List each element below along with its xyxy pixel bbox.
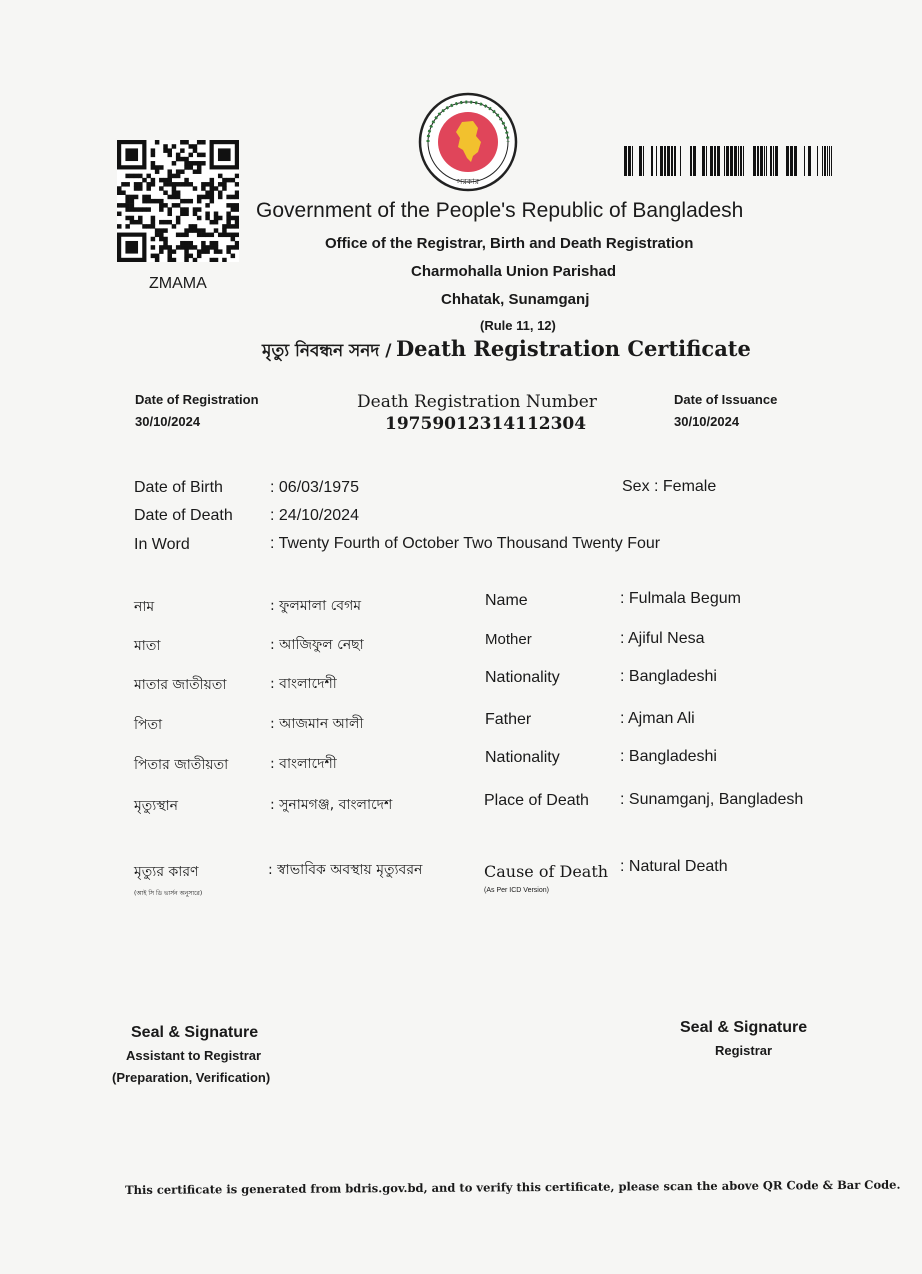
bn-place-of-death-label: মৃত্যুস্থান — [134, 798, 179, 814]
bn-father-value: : আজমান আলী — [270, 716, 364, 732]
en-mother-label: Mother — [485, 631, 532, 648]
office-line: Office of the Registrar, Birth and Death Registration — [325, 235, 694, 252]
barcode-pattern — [624, 146, 834, 176]
bn-mother-label: মাতা — [134, 638, 161, 654]
sex-value: Sex : Female — [622, 478, 717, 495]
bn-mother-nationality-value: : বাংলাদেশী — [270, 676, 337, 692]
right-signature-title: Seal & Signature — [680, 1019, 808, 1036]
bn-father-nationality-value: : বাংলাদেশী — [270, 756, 337, 772]
bn-name-value: : ফুলমালা বেগম — [270, 598, 362, 614]
qr-pattern — [117, 140, 239, 262]
date-of-death-label: Date of Death — [134, 507, 233, 524]
title-bangla: মৃত্যু নিবন্ধন সনদ / — [262, 341, 392, 361]
registration-number-label: Death Registration Number — [357, 392, 597, 412]
en-cause-of-death-value: : Natural Death — [620, 858, 728, 875]
bn-father-nationality-label: পিতার জাতীয়তা — [134, 757, 229, 773]
footer-verification-note: This certificate is generated from bdris.gov.bd, and to verify this certificate, please scan the above QR Code & Bar Code. — [125, 1177, 901, 1197]
left-signature-note: (Preparation, Verification) — [112, 1070, 271, 1085]
en-father-nationality-value: : Bangladeshi — [620, 748, 717, 765]
en-mother-nationality-label: Nationality — [485, 669, 560, 686]
date-of-death-value: : 24/10/2024 — [270, 507, 359, 524]
bn-mother-nationality-label: মাতার জাতীয়তা — [134, 677, 227, 693]
en-name-label: Name — [485, 592, 528, 609]
bn-cause-of-death-label: মৃত্যুর কারণ — [134, 864, 199, 880]
en-name-value: : Fulmala Begum — [620, 590, 741, 607]
qr-caption: ZMAMA — [149, 275, 207, 292]
rule-line: (Rule 11, 12) — [480, 318, 556, 333]
bn-mother-value: : আজিফুল নেছা — [270, 637, 364, 653]
registration-number-value: 19759012314112304 — [385, 414, 587, 434]
en-cause-of-death-note: (As Per ICD Version) — [484, 887, 549, 894]
date-of-birth-label: Date of Birth — [134, 479, 223, 496]
seal-bottom-text: সরকার — [456, 177, 480, 186]
bn-father-label: পিতা — [134, 717, 163, 733]
en-father-nationality-label: Nationality — [485, 749, 560, 766]
certificate-title — [262, 336, 751, 366]
in-word-value: : Twenty Fourth of October Two Thousand Twenty Four — [270, 535, 661, 552]
bn-place-of-death-value: : সুনামগঞ্জ, বাংলাদেশ — [270, 797, 393, 813]
government-title: Government of the People's Republic of Bangladesh — [256, 199, 744, 222]
union-line: Charmohalla Union Parishad — [411, 263, 617, 280]
bn-cause-of-death-value: : স্বাভাবিক অবস্থায় মৃত্যুবরন — [268, 862, 423, 878]
en-father-label: Father — [485, 711, 532, 728]
date-of-birth-value: : 06/03/1975 — [270, 479, 359, 496]
bn-cause-of-death-note: (আই সি ডি ভার্সন অনুসারে) — [134, 890, 203, 897]
en-father-value: : Ajman Ali — [620, 710, 695, 727]
right-signature-role: Registrar — [715, 1043, 773, 1058]
government-seal — [418, 92, 518, 192]
left-signature-title: Seal & Signature — [131, 1024, 259, 1041]
location-line: Chhatak, Sunamganj — [441, 291, 590, 308]
en-mother-nationality-value: : Bangladeshi — [620, 668, 717, 685]
barcode — [624, 146, 834, 176]
left-signature-role: Assistant to Registrar — [126, 1048, 262, 1063]
en-place-of-death-value: : Sunamganj, Bangladesh — [620, 791, 804, 808]
date-of-registration-value: 30/10/2024 — [135, 414, 201, 429]
date-of-registration-label: Date of Registration — [135, 392, 259, 407]
en-cause-of-death-label: Cause of Death — [484, 862, 609, 881]
date-of-issuance-value: 30/10/2024 — [674, 414, 740, 429]
en-place-of-death-label: Place of Death — [484, 792, 589, 809]
in-word-label: In Word — [134, 536, 190, 553]
qr-code — [117, 140, 239, 262]
date-of-issuance-label: Date of Issuance — [674, 392, 778, 407]
en-mother-value: : Ajiful Nesa — [620, 630, 705, 647]
title-english: Death Registration Certificate — [395, 336, 751, 361]
bn-name-label: নাম — [134, 599, 155, 615]
